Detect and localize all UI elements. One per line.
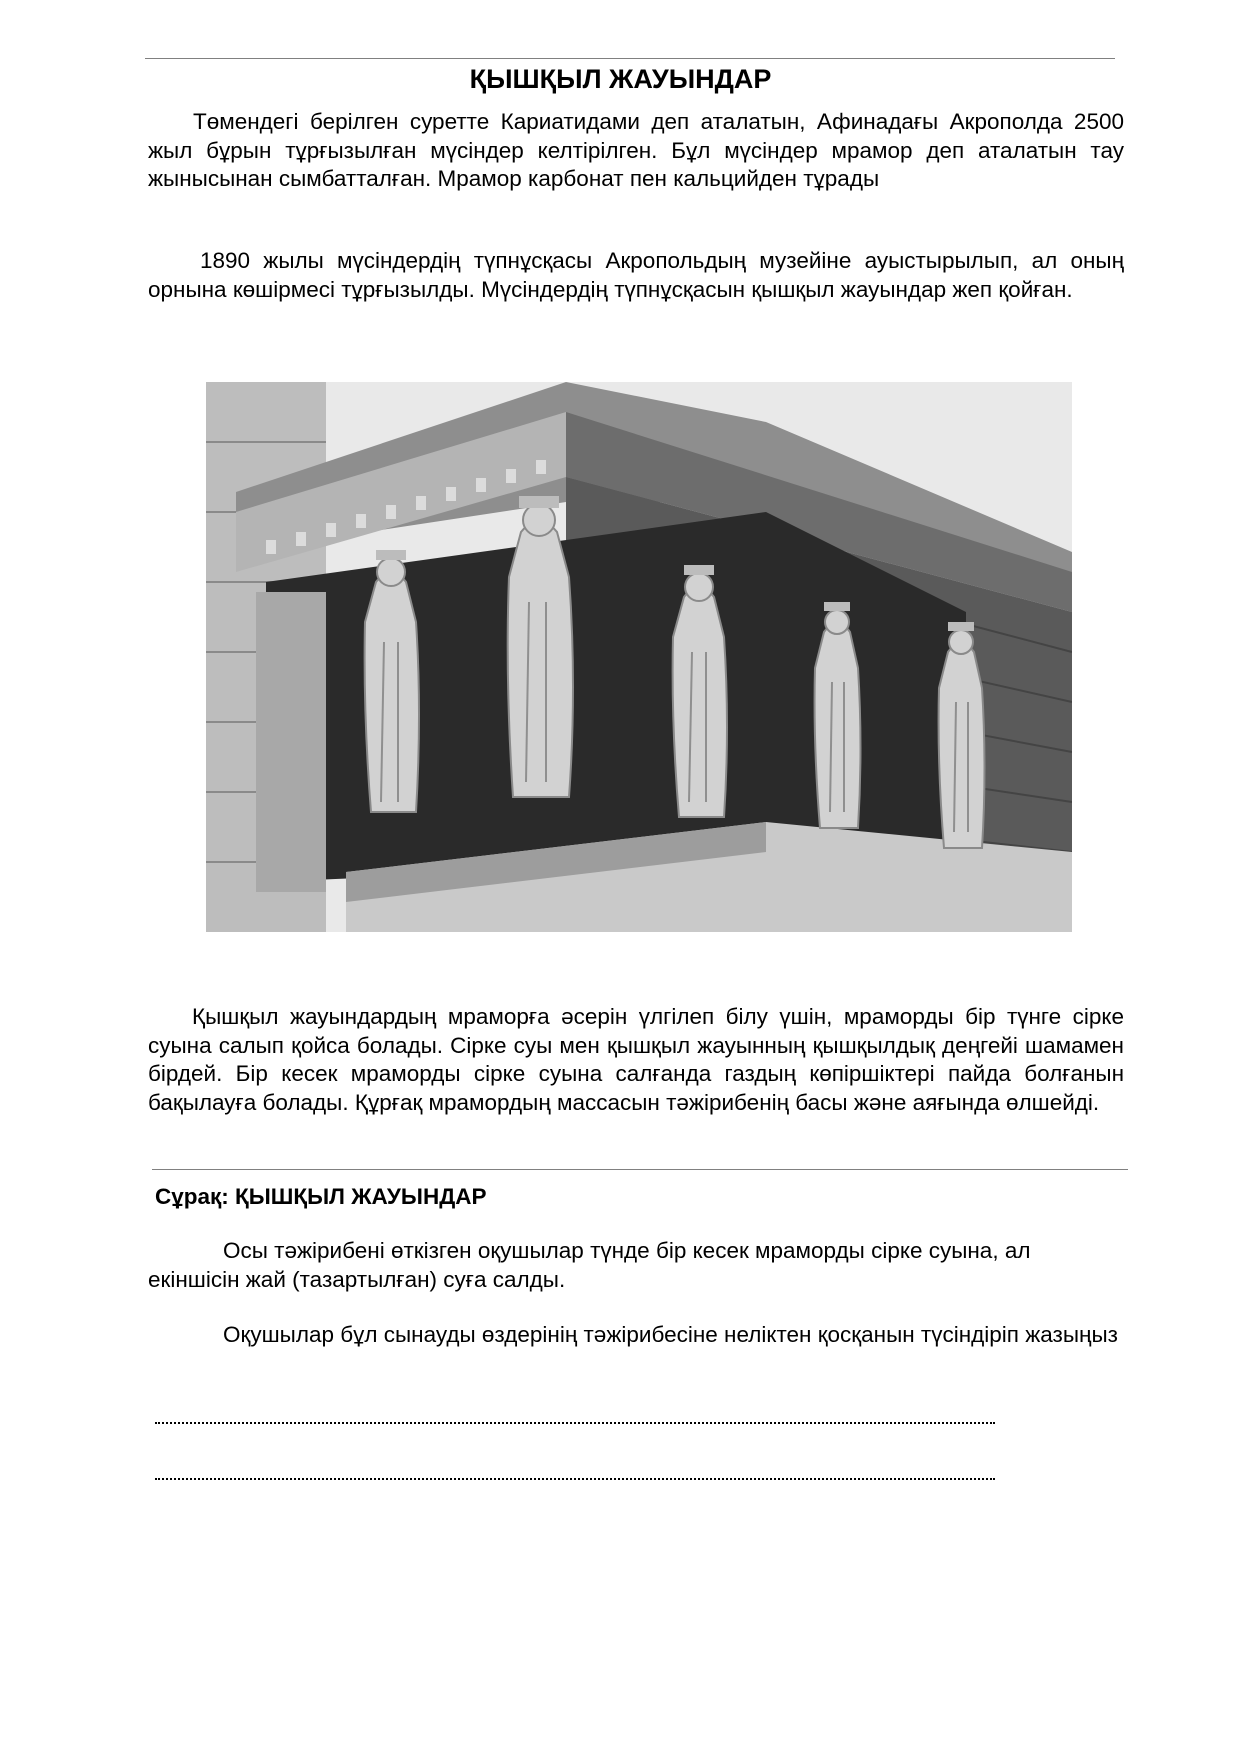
answer-line-1[interactable] xyxy=(155,1422,995,1424)
history-paragraph: 1890 жылы мүсіндердің түпнұсқасы Акропольдың музейіне ауыстырылып, ал оның орнына көшірмесі тұрғызылды. Мүсіндердің түпнұсқасын қышқыл жауындар жеп қойған. xyxy=(148,248,1124,302)
section-divider xyxy=(152,1169,1128,1170)
page-title: ҚЫШҚЫЛ ЖАУЫНДАР xyxy=(469,64,772,94)
intro-paragraph: Төмендегі берілген суретте Кариатидами деп аталатын, Афинадағы Акрополда 2500 жыл бұрын тұрғызылған мүсіндер келтірілген. Бұл мүсіндер мрамор деп аталатын тау жынысынан сымбатталған. Мрамор карбонат пен кальцийден тұрады xyxy=(148,109,1124,191)
question-text-2: Оқушылар бұл сынауды өздерінің тәжірибесіне неліктен қосқанын түсіндіріп жазыңыз xyxy=(223,1322,1118,1347)
experiment-paragraph: Қышқыл жауындардың мраморға әсерін үлгілеп білу үшін, мраморды бір түнге сірке суына салып қойса болады. Сірке суы мен қышқыл жауынның қышқылдық деңгейі шамамен бірдей. Бір кесек мраморды сірке суына салғанда газдың көпіршіктері пайда болғанын бақылауға болады. Құрғақ мрамордың массасын тәжірибенің басы және аяғында өлшейді. xyxy=(148,1004,1124,1115)
top-divider xyxy=(145,58,1115,59)
caryatids-illustration xyxy=(206,382,1072,932)
question-heading: Сұрақ: ҚЫШҚЫЛ ЖАУЫНДАР xyxy=(155,1184,487,1209)
answer-line-2[interactable] xyxy=(155,1478,995,1480)
question-text-1: Осы тәжірибені өткізген оқушылар түнде бір кесек мраморды сірке суына, ал екіншісін жай (тазартылған) суға салды. xyxy=(148,1238,1031,1292)
caryatids-photo xyxy=(206,382,1072,932)
